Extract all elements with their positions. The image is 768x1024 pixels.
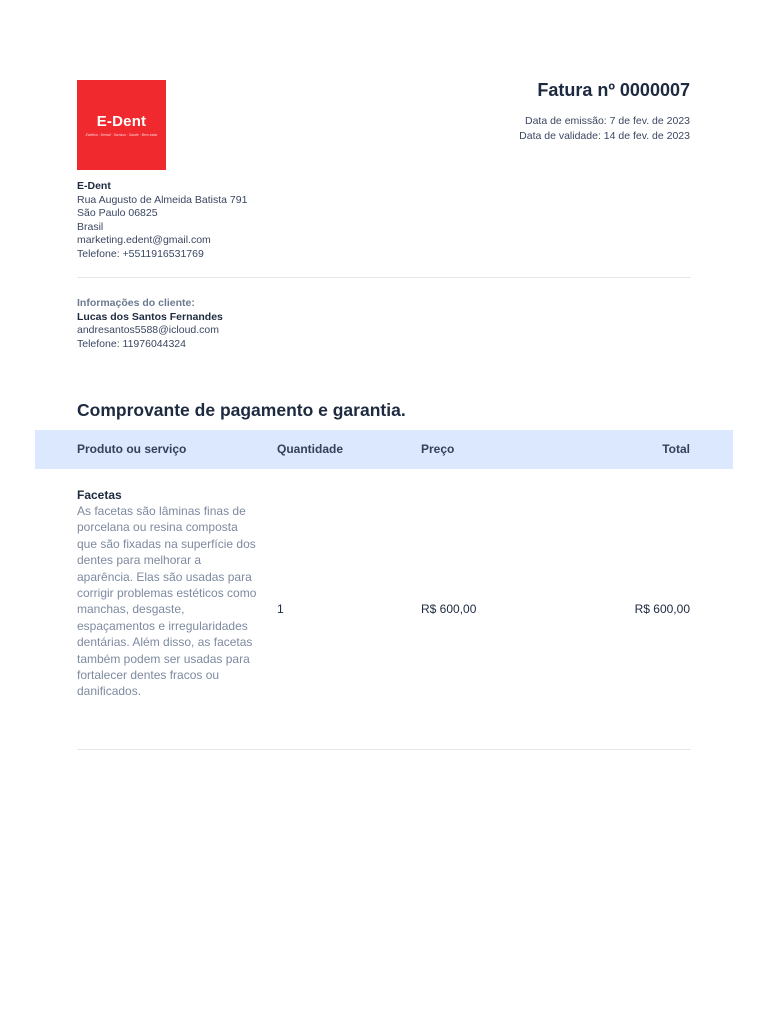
- invoice-dates: [519, 114, 690, 144]
- due-date: Data de validade: 14 de fev. de 2023: [519, 130, 690, 142]
- client-info: [77, 297, 223, 351]
- company-name: E-Dent: [77, 180, 111, 192]
- company-phone: Telefone: +5511916531769: [77, 247, 204, 260]
- company-email: marketing.edent@gmail.com: [77, 234, 211, 247]
- logo-tagline: Estética · Dental · Sorrisos · Saúde · Bem-estar: [85, 133, 158, 137]
- company-info: [77, 180, 247, 262]
- company-city: São Paulo 06825: [77, 207, 158, 220]
- invoice-title: Fatura nº 0000007: [537, 80, 690, 100]
- client-phone: Telefone: 11976044324: [77, 337, 186, 350]
- product-price: R$ 600,00: [421, 602, 477, 616]
- client-name: Lucas dos Santos Fernandes: [77, 310, 223, 323]
- client-label: Informações do cliente:: [77, 297, 195, 309]
- company-street: Rua Augusto de Almeida Batista 791: [77, 193, 248, 206]
- table-header: [35, 430, 733, 469]
- section-title: Comprovante de pagamento e garantia.: [77, 400, 406, 420]
- product-name: Facetas: [77, 488, 122, 502]
- product-total: R$ 600,00: [634, 602, 690, 616]
- issue-date: Data de emissão: 7 de fev. de 2023: [525, 115, 690, 127]
- client-email: andresantos5588@icloud.com: [77, 324, 219, 337]
- header-product: Produto ou serviço: [77, 442, 187, 456]
- company-logo: [77, 80, 166, 170]
- company-country: Brasil: [77, 220, 104, 233]
- logo-name: E-Dent: [96, 113, 147, 130]
- header-quantity: Quantidade: [277, 442, 344, 456]
- product-quantity: 1: [277, 602, 284, 616]
- divider: [77, 277, 691, 278]
- product-description: As facetas são lâminas finas de porcelana ou resina composta que são fixadas na superfície dos dentes para melhorar a aparência. Elas são usadas para corrigir problemas estéticos como manchas, desgaste, espaçamentos e irregularidades dentárias. Além disso, as facetas também podem ser usadas para fortalecer dentes fracos ou danificados.: [77, 504, 257, 699]
- header-price: Preço: [421, 442, 455, 456]
- header-total: Total: [662, 442, 690, 456]
- divider: [77, 749, 691, 750]
